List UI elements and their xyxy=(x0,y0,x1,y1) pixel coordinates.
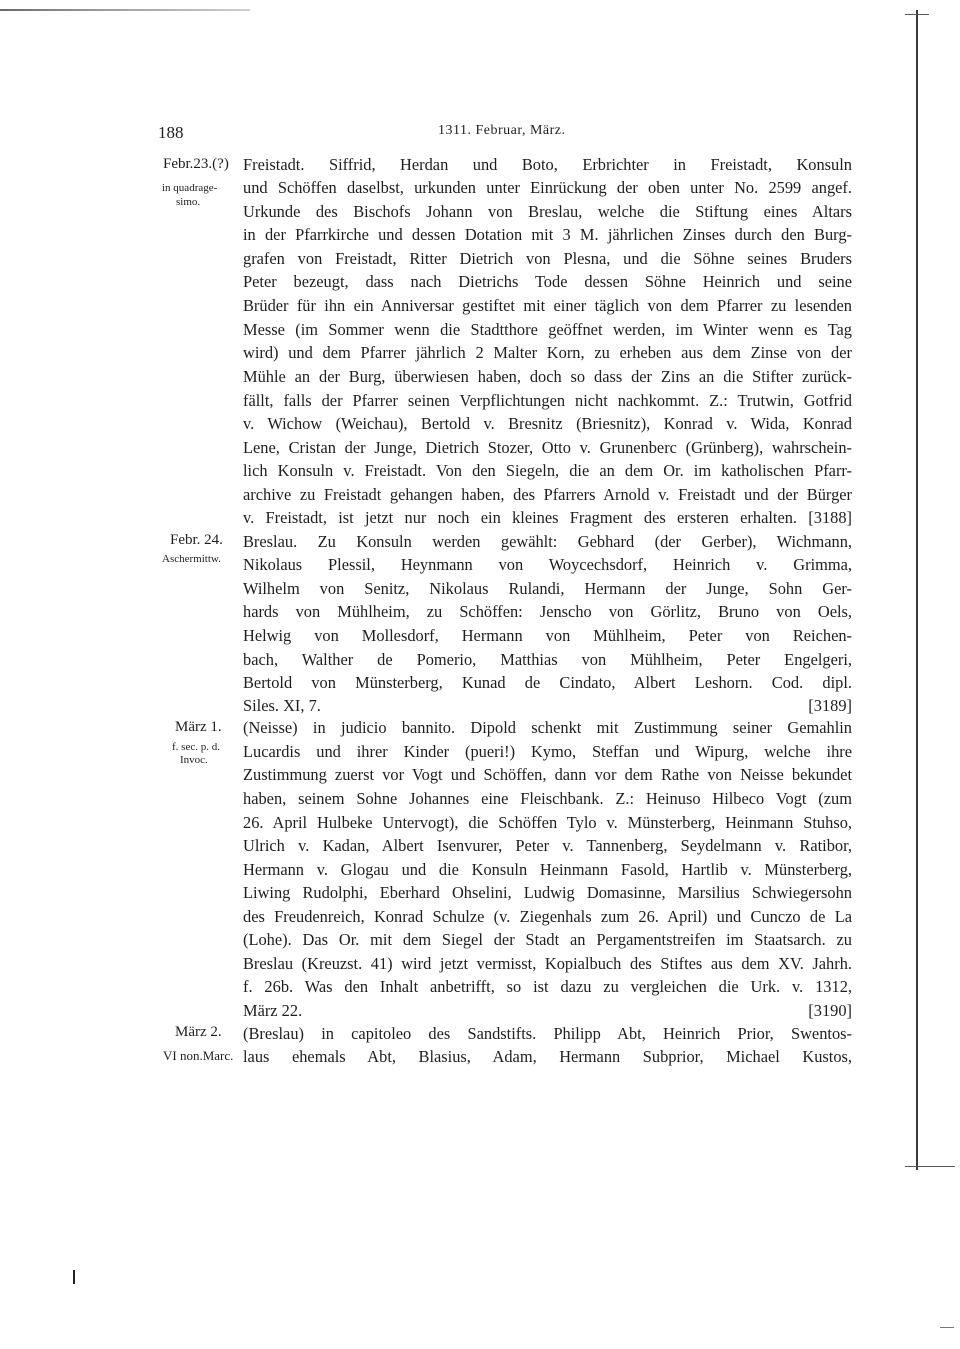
text-line: f. 26b. Was den Inhalt anbetrifft, so ist dazu zu vergleichen die Urk. v. 1312, xyxy=(243,977,852,996)
text-line: bach, Walther de Pomerio, Matthias von Mühlheim, Peter Engelgeri, xyxy=(243,650,852,669)
scan-vertical-rule xyxy=(916,10,918,1170)
page-number: 188 xyxy=(158,123,184,142)
text-line: fällt, falls der Pfarrer seinen Verpflichtungen nicht nachkommt. Z.: Trutwin, Gotfrid xyxy=(243,391,852,410)
entry-margin-note: f. sec. p. d. xyxy=(172,741,220,753)
text-line: hards von Mühlheim, zu Schöffen: Jenscho von Görlitz, Bruno von Oels, xyxy=(243,602,852,621)
entry-margin-note: Aschermittw. xyxy=(162,553,221,565)
text-line: haben, seinem Sohne Johannes eine Fleischbank. Z.: Heinuso Hilbeco Vogt (zum xyxy=(243,789,852,808)
entry-date: März 2. xyxy=(175,1024,222,1040)
entry-date: März 1. xyxy=(175,719,222,735)
text-line: Liwing Rudolphi, Eberhard Ohselini, Ludwig Domasinne, Marsilius Schwiegersohn xyxy=(243,883,852,902)
text-line: lich Konsuln v. Freistadt. Von den Siegeln, die an dem Or. im katholischen Pfarr- xyxy=(243,461,852,480)
text-line: Hermann v. Glogau und die Konsuln Heinmann Fasold, Hartlib v. Münsterberg, xyxy=(243,860,852,879)
scan-mark xyxy=(73,1270,75,1284)
text-line: Freistadt. Siffrid, Herdan und Boto, Erbrichter in Freistadt, Konsuln xyxy=(243,155,852,174)
text-line: 26. April Hulbeke Untervogt), die Schöffen Tylo v. Münsterberg, Heinmann Stuhso, xyxy=(243,813,852,832)
entry-reference-number: [3190] xyxy=(808,1001,852,1020)
text-line: archive zu Freistadt gehangen haben, des Pfarrers Arnold v. Freistadt und der Bürger xyxy=(243,485,852,504)
entry-reference-number: [3189] xyxy=(808,696,852,715)
text-line: grafen von Freistadt, Ritter Dietrich von Plesna, und die Söhne seines Bruders xyxy=(243,249,852,268)
text-line: Ulrich v. Kadan, Albert Isenvurer, Peter v. Tannenberg, Seydelmann v. Ratibor, xyxy=(243,836,852,855)
text-line: Breslau. Zu Konsuln werden gewählt: Gebhard (der Gerber), Wichmann, xyxy=(243,532,852,551)
scan-rule-tick xyxy=(905,1166,955,1167)
scan-rule-tick xyxy=(940,1327,954,1328)
text-line: Lene, Cristan der Junge, Dietrich Stozer, Otto v. Grunenberc (Grünberg), wahrschein- xyxy=(243,438,852,457)
entry-date: Febr. 24. xyxy=(170,532,223,548)
scan-edge-mark xyxy=(0,9,250,11)
text-line: Helwig von Mollesdorf, Hermann von Mühlheim, Peter von Reichen- xyxy=(243,626,852,645)
text-line: Peter bezeugt, dass nach Dietrichs Tode dessen Söhne Heinrich und seine xyxy=(243,272,852,291)
entry-date: Febr.23.(?) xyxy=(163,156,229,172)
entry-margin-note: Invoc. xyxy=(180,754,208,766)
text-line: und Schöffen daselbst, urkunden unter Einrückung der oben unter No. 2599 angef. xyxy=(243,178,852,197)
text-line: v. Wichow (Weichau), Bertold v. Bresnitz (Briesnitz), Konrad v. Wida, Konrad xyxy=(243,414,852,433)
running-head: 1311. Februar, März. xyxy=(438,123,566,138)
text-line: Lucardis und ihrer Kinder (pueri!) Kymo, Steffan und Wipurg, welche ihre xyxy=(243,742,852,761)
text-line: Bertold von Münsterberg, Kunad de Cindato, Albert Leshorn. Cod. dipl. xyxy=(243,673,852,692)
text-line: Wilhelm von Senitz, Nikolaus Rulandi, Hermann der Junge, Sohn Ger- xyxy=(243,579,852,598)
text-line: laus ehemals Abt, Blasius, Adam, Hermann Subprior, Michael Kustos, xyxy=(243,1047,852,1066)
text-line: März 22. xyxy=(243,1001,303,1020)
entry-margin-note: in quadrage- xyxy=(162,182,218,194)
text-line: (Breslau) in capitoleo des Sandstifts. Philipp Abt, Heinrich Prior, Swentos- xyxy=(243,1024,852,1043)
text-line: Urkunde des Bischofs Johann von Breslau, welche die Stiftung eines Altars xyxy=(243,202,852,221)
scan-rule-tick xyxy=(905,14,929,15)
text-line: (Neisse) in judicio bannito. Dipold schenkt mit Zustimmung seiner Gemahlin xyxy=(243,718,852,737)
text-line: Nikolaus Plessil, Heynmann von Woycechsdorf, Heinrich v. Grimma, xyxy=(243,555,852,574)
text-line: Mühle an der Burg, überwiesen haben, doch so dass der Zins an die Stifter zurück- xyxy=(243,367,852,386)
text-line: des Freudenreich, Konrad Schulze (v. Ziegenhals zum 26. April) und Cunczo de La xyxy=(243,907,852,926)
entry-margin-note: simo. xyxy=(176,196,201,208)
text-line: Zustimmung zuerst vor Vogt und Schöffen, dann vor dem Rathe von Neisse bekundet xyxy=(243,765,852,784)
text-line: wird) und dem Pfarrer jährlich 2 Malter Korn, zu erheben aus dem Zinse von der xyxy=(243,343,852,362)
text-line: Brüder für ihn ein Anniversar gestiftet mit einer täglich von dem Pfarrer zu lesenden xyxy=(243,296,852,315)
text-line: (Lohe). Das Or. mit dem Siegel der Stadt an Pergamentstreifen im Staatsarch. zu xyxy=(243,930,852,949)
text-line: Breslau (Kreuzst. 41) wird jetzt vermisst, Kopialbuch des Stiftes aus dem XV. Jahrh. xyxy=(243,954,852,973)
text-line: v. Freistadt, ist jetzt nur noch ein kleines Fragment des ersteren erhalten. [3188] xyxy=(243,508,852,527)
text-line: in der Pfarrkirche und dessen Dotation mit 3 M. jährlichen Zinses durch den Burg- xyxy=(243,225,852,244)
entry-margin-note: VI non.Marc. xyxy=(163,1048,234,1063)
text-line: Messe (im Sommer wenn die Stadtthore geöffnet werden, im Winter wenn es Tag xyxy=(243,320,852,339)
text-line: Siles. XI, 7. xyxy=(243,696,321,715)
